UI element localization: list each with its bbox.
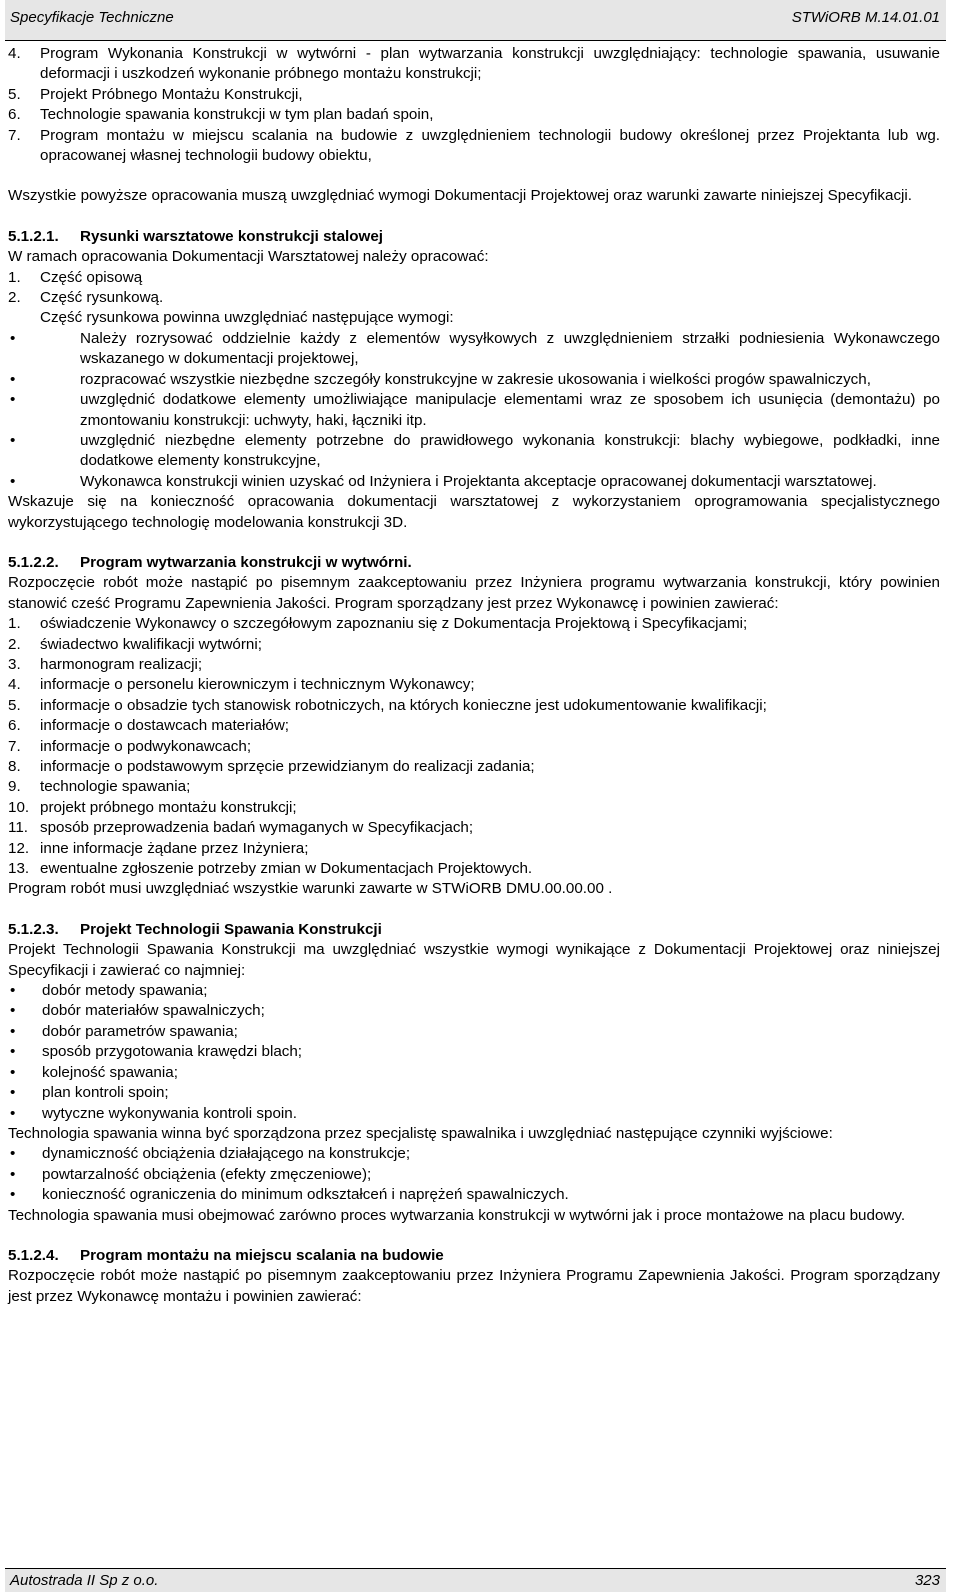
bullet-item: • dynamiczność obciążenia działającego na konstrukcje; <box>8 1144 940 1164</box>
bullet-icon: • <box>10 1104 16 1122</box>
list-item: 9. technologie spawania; <box>8 778 191 796</box>
list-item: 5. informacje o obsadzie tych stanowisk robotniczych, na których konieczne jest udokumentowanie kwalifikacji; <box>8 696 767 714</box>
list-item: 1. oświadczenie Wykonawcy o szczegółowym zapoznaniu się z Dokumentacja Projektową i Specyfikacjami; <box>8 615 748 633</box>
paragraph: Program robót musi uwzględniać wszystkie warunki zawarte w STWiORB DMU.00.00.00 . <box>8 880 613 898</box>
list-item: 12. inne informacje żądane przez Inżyniera; <box>8 839 309 857</box>
paragraph: Projekt Technologii Spawania Konstrukcji ma uwzględniać wszystkie wymogi wynikające z Dokumentacji Projektowej oraz niniejszej Specyfikacji i zawierać co najmniej: <box>8 941 940 979</box>
bullet-item: • Wykonawca konstrukcji winien uzyskać od Inżyniera i Projektanta akceptacje opracowanej dokumentacji warsztatowej. <box>8 472 940 492</box>
bullet-item: • uwzględnić niezbędne elementy potrzebne do prawidłowego wykonania konstrukcji: blachy wybiegowe, podkładki, inne dodatkowe elementy konstrukcyjne, <box>8 431 940 472</box>
bullet-item: • dobór parametrów spawania; <box>8 1022 940 1042</box>
paragraph-requirements: Wszystkie powyższe opracowania muszą uwzględniać wymogi Dokumentacji Projektowej oraz warunki zawarte niniejszej Specyfikacji. <box>8 187 913 205</box>
page-footer <box>5 1568 946 1592</box>
list-item: 2. Część rysunkową. <box>8 289 164 307</box>
list-item: 8. informacje o podstawowym sprzęcie przewidzianym do realizacji zadania; <box>8 758 535 775</box>
bullet-icon: • <box>10 472 16 490</box>
page-number: 323 <box>914 1572 940 1589</box>
top-numbered-list <box>8 44 940 166</box>
bullet-item: • dobór materiałów spawalniczych; <box>8 1001 940 1021</box>
section-heading: 5.1.2.3. Projekt Technologii Spawania Konstrukcji <box>8 920 382 938</box>
bullet-icon: • <box>10 1002 16 1020</box>
list-item: 7. informacje o podwykonawcach; <box>8 737 252 755</box>
paragraph: Technologia spawania winna być sporządzona przez specjalistę spawalnika i uwzględniać następujące czynniki wyjściowe: <box>8 1124 833 1142</box>
paragraph: Rozpoczęcie robót może nastąpić po pisemnym zaakceptowaniu przez Inżyniera programu wytwarzania konstrukcji, który powinien stanowić cześć Programu Zapewnienia Jakości. Program sporządzany jest przez Wykonawcę i powinien zawierać: <box>8 574 940 612</box>
list-item: 2. świadectwo kwalifikacji wytwórni; <box>8 635 262 653</box>
bullet-item: • plan kontroli spoin; <box>8 1083 940 1103</box>
bullet-icon: • <box>10 1165 16 1183</box>
paragraph: W ramach opracowania Dokumentacji Warsztatowej należy opracować: <box>8 248 489 266</box>
bullet-icon: • <box>10 1186 16 1204</box>
section-heading: 5.1.2.4. Program montażu na miejscu scalania na budowie <box>8 1246 444 1264</box>
bullet-icon: • <box>10 431 16 449</box>
bullet-icon: • <box>10 391 16 409</box>
bullet-icon: • <box>10 329 16 347</box>
document-body <box>8 44 940 1307</box>
list-item: 10. projekt próbnego montażu konstrukcji; <box>8 798 297 816</box>
page-header <box>5 0 946 41</box>
bullet-item: • sposób przygotowania krawędzi blach; <box>8 1042 940 1062</box>
footer-company: Autostrada II Sp z o.o. <box>10 1572 159 1589</box>
list-item: 13. ewentualne zgłoszenie potrzeby zmian w Dokumentacjach Projektowych. <box>8 860 533 878</box>
bullet-icon: • <box>10 1063 16 1081</box>
program-items-list <box>8 614 940 879</box>
header-doc-code: STWiORB M.14.01.01 <box>791 9 940 26</box>
bullet-icon: • <box>10 982 16 1000</box>
header-doc-title: Specyfikacje Techniczne <box>10 9 174 26</box>
section-heading: 5.1.2.1. Rysunki warsztatowe konstrukcji stalowej <box>8 227 384 245</box>
paragraph: Część rysunkowa powinna uwzględniać następujące wymogi: <box>40 309 454 327</box>
list-item: 4. Program Wykonania Konstrukcji w wytwórni - plan wytwarzania konstrukcji uwzględniający: technologie spawania, usuwanie deformacji i uszkodzeń wykonanie próbnego montażu konstrukcji; <box>8 45 940 83</box>
bullet-item: • wytyczne wykonywania kontroli spoin. <box>8 1104 940 1124</box>
paragraph: Technologia spawania musi obejmować zarówno proces wytwarzania konstrukcji w wytwórni jak i proce montażowe na placu budowy. <box>8 1206 906 1224</box>
paragraph: Wskazuje się na konieczność opracowania dokumentacji warsztatowej z wykorzystaniem oprogramowania specjalistycznego wykorzystującego technologię modelowania konstrukcji 3D. <box>8 493 940 531</box>
bullet-icon: • <box>10 1084 16 1102</box>
bullet-item: • dobór metody spawania; <box>8 981 940 1001</box>
list-item: 1. Część opisową <box>8 268 143 286</box>
list-item: 6. Technologie spawania konstrukcji w tym plan badań spoin, <box>8 106 434 124</box>
bullet-item: • konieczność ograniczenia do minimum odkształceń i naprężeń spawalniczych. <box>8 1185 940 1205</box>
bullet-icon: • <box>10 370 16 388</box>
section-heading: 5.1.2.2. Program wytwarzania konstrukcji w wytwórni. <box>8 553 412 571</box>
bullet-item: • Należy rozrysować oddzielnie każdy z elementów wysyłkowych z uwzględnieniem strzałki podniesienia Wykonawczego wskazanego w dokumentacji projektowej, <box>8 329 940 370</box>
list-item: 5. Projekt Próbnego Montażu Konstrukcji, <box>8 85 303 103</box>
paragraph: Rozpoczęcie robót może nastąpić po pisemnym zaakceptowaniu przez Inżyniera Programu Zapewnienia Jakości. Program sporządzany jest przez Wykonawcę montażu i powinien zawierać: <box>8 1267 940 1305</box>
bullet-item: • kolejność spawania; <box>8 1063 940 1083</box>
list-item: 3. harmonogram realizacji; <box>8 655 203 673</box>
list-item: 6. informacje o dostawcach materiałów; <box>8 717 290 735</box>
bullet-icon: • <box>10 1043 16 1061</box>
bullet-icon: • <box>10 1022 16 1040</box>
list-item: 7. Program montażu w miejscu scalania na budowie z uwzględnieniem technologii budowy określonej przez Projektanta lub wg. opracowanej własnej technologii budowy obiektu, <box>8 126 940 165</box>
list-item: 4. informacje o personelu kierowniczym i technicznym Wykonawcy; <box>8 676 475 694</box>
bullet-item: • uwzględnić dodatkowe elementy umożliwiające manipulacje elementami wraz ze sposobem ich usunięcia (demontażu) po zmontowaniu konstrukcji: uchwyty, haki, łączniki itp. <box>8 390 940 431</box>
list-item: 11. sposób przeprowadzenia badań wymaganych w Specyfikacjach; <box>8 819 474 837</box>
bullet-icon: • <box>10 1145 16 1163</box>
bullet-item: • powtarzalność obciążenia (efekty zmęczeniowe); <box>8 1165 940 1185</box>
bullet-item: • rozpracować wszystkie niezbędne szczegóły konstrukcyjne w zakresie ukosowania i wielkości progów spawalniczych, <box>8 370 940 390</box>
